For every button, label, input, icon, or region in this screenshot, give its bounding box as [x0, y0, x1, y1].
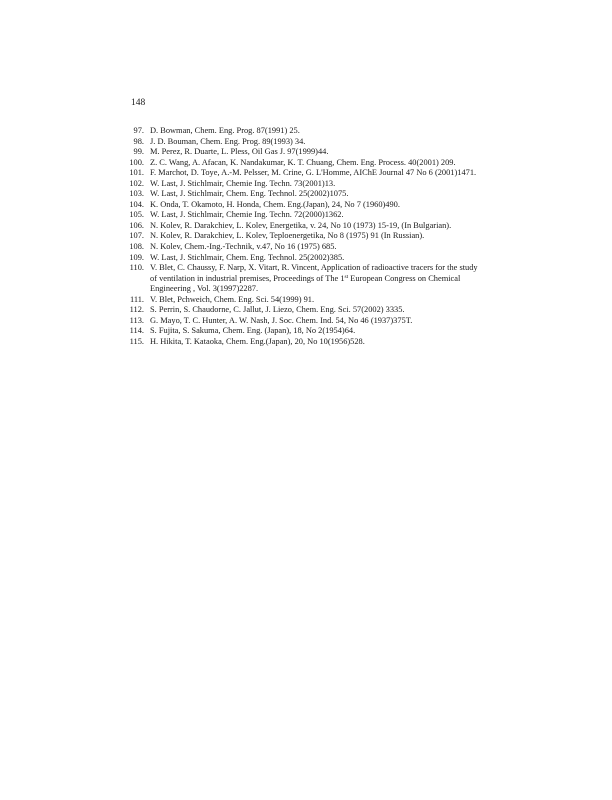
reference-item	[0, 316, 480, 327]
reference-number: 113.	[129, 315, 144, 325]
reference-text: S. Fujita, S. Sakuma, Chem. Eng. (Japan), 18, No 2(1954)64.	[150, 326, 356, 336]
reference-text: W. Last, J. Stichlmair, Chem. Eng. Technol. 25(2002)385.	[150, 252, 345, 262]
reference-item	[0, 337, 480, 348]
reference-list	[0, 126, 612, 347]
reference-number: 106.	[129, 220, 144, 230]
reference-item	[0, 263, 480, 295]
reference-number: 99.	[133, 147, 144, 157]
reference-text: N. Kolev, R. Darakchiev, L. Kolev, Teploenergetika, No 8 (1975) 91 (In Russian).	[150, 231, 425, 241]
reference-text-end: European Congress on Chemical Engineering , Vol. 3(1997)2287.	[150, 273, 461, 294]
reference-number: 101.	[129, 168, 144, 178]
reference-number: 107.	[129, 231, 144, 241]
reference-text: Z. C. Wang, A. Afacan, K. Nandakumar, K. T. Chuang, Chem. Eng. Process. 40(2001) 209.	[150, 157, 456, 167]
reference-number: 110.	[129, 263, 144, 273]
reference-item	[0, 200, 480, 211]
reference-item	[0, 147, 480, 158]
reference-item	[0, 253, 480, 264]
reference-text: W. Last, J. Stichlmair, Chem. Eng. Technol. 25(2002)1075.	[150, 189, 349, 199]
reference-number: 103.	[129, 189, 144, 199]
reference-item	[0, 242, 480, 253]
reference-number: 109.	[129, 252, 144, 262]
reference-text: N. Kolev, R. Darakchiev, L. Kolev, Energetika, v. 24, No 10 (1973) 15-19, (In Bulgarian).	[150, 220, 452, 230]
reference-number: 112.	[129, 305, 144, 315]
reference-item	[0, 210, 480, 221]
reference-number: 114.	[129, 326, 144, 336]
reference-text	[150, 263, 480, 295]
reference-text: F. Marchot, D. Toye, A.-M. Pelsser, M. Crine, G. L'Homme, AIChE Journal 47 No 6 (2001)1471.	[150, 168, 477, 178]
reference-text-start: V. Blet, C. Chaussy, F. Narp, X. Vitart, R. Vincent, Application of radioactive tracers for the study of ventilation in industrial premises, Proceedings of The 1	[150, 263, 478, 283]
reference-text: N. Kolev, Chem.-Ing.-Technik, v.47, No 16 (1975) 685.	[150, 242, 337, 252]
reference-text: S. Perrin, S. Chaudorne, C. Jallut, J. Liezo, Chem. Eng. Sci. 57(2002) 3335.	[150, 305, 405, 315]
reference-item	[0, 221, 480, 232]
reference-text: G. Mayo, T. C. Hunter, A. W. Nash, J. Soc. Chem. Ind. 54, No 46 (1937)375T.	[150, 315, 413, 325]
reference-item	[0, 305, 480, 316]
reference-number: 100.	[129, 157, 144, 167]
reference-item	[0, 126, 480, 137]
reference-text: W. Last, J. Stichlmair, Chemie Ing. Techn. 73(2001)13.	[150, 178, 336, 188]
reference-number: 104.	[129, 199, 144, 209]
reference-number: 115.	[129, 336, 144, 346]
reference-number: 111.	[129, 294, 144, 304]
reference-item	[0, 168, 480, 179]
ordinal-superscript: st	[344, 273, 349, 280]
reference-item	[0, 231, 480, 242]
reference-number: 97.	[133, 126, 144, 135]
reference-item	[0, 158, 480, 169]
reference-text: V. Blet, Pchweich, Chem. Eng. Sci. 54(1999) 91.	[150, 294, 315, 304]
reference-text: D. Bowman, Chem. Eng. Prog. 87(1991) 25.	[150, 126, 300, 135]
reference-number: 108.	[129, 242, 144, 252]
reference-text: H. Hikita, T. Kataoka, Chem. Eng.(Japan), 20, No 10(1956)528.	[150, 336, 365, 346]
page-number: 148	[131, 98, 146, 108]
reference-number: 98.	[133, 136, 144, 146]
reference-item	[0, 295, 480, 306]
reference-text: M. Perez, R. Duarte, L. Pless, Oil Gas J. 97(1999)44.	[150, 147, 329, 157]
reference-text: W. Last, J. Stichlmair, Chemie Ing. Techn. 72(2000)1362.	[150, 210, 344, 220]
reference-text: J. D. Bouman, Chem. Eng. Prog. 89(1993) 34.	[150, 136, 306, 146]
reference-number: 105.	[129, 210, 144, 220]
reference-item	[0, 326, 480, 337]
reference-number: 102.	[129, 178, 144, 188]
reference-text: K. Onda, T. Okamoto, H. Honda, Chem. Eng.(Japan), 24, No 7 (1960)490.	[150, 199, 400, 209]
reference-item	[0, 179, 480, 190]
reference-item	[0, 137, 480, 148]
reference-item	[0, 189, 480, 200]
